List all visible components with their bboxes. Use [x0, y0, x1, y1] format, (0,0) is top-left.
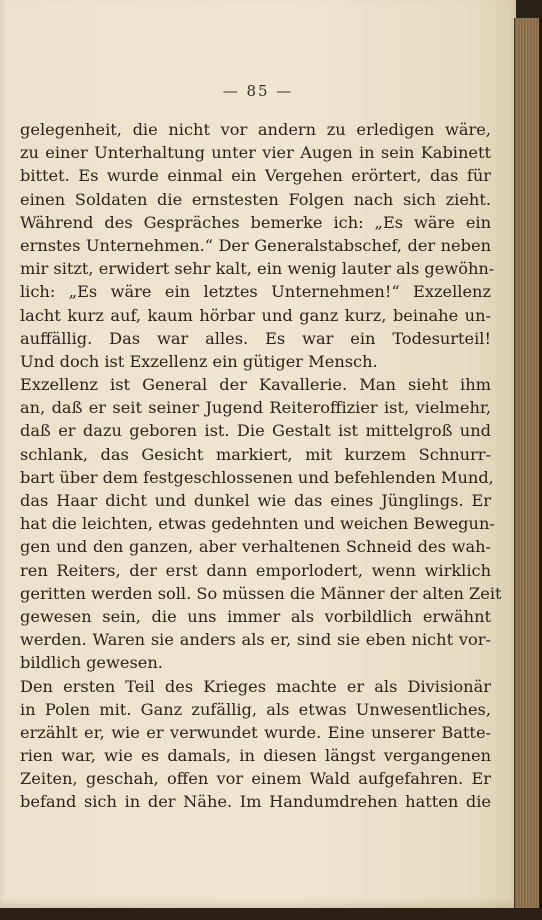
text-line: befand sich in der Nähe. Im Handumdrehen hatten die [20, 792, 491, 812]
text-line: in Polen mit. Ganz zufällig, als etwas Unwesentliches, [20, 699, 491, 719]
text-line: auffällig. Das war alles. Es war ein Todesurteil! [20, 328, 491, 348]
text-line: bittet. Es wurde einmal ein Vergehen erörtert, das für [20, 166, 491, 186]
text-line: Zeiten, geschah, offen vor einem Wald aufgefahren. Er [20, 769, 491, 789]
text-line: das Haar dicht und dunkel wie das eines Jünglings. Er [20, 491, 491, 510]
page-edge-top [516, 0, 542, 18]
text-line: Den ersten Teil des Krieges machte er als Divisionär [20, 676, 491, 696]
text-line: schlank, das Gesicht markiert, mit kurzem Schnurr- [20, 444, 491, 464]
page-edge-stack [514, 18, 539, 916]
text-line: Und doch ist Exzellenz ein gütiger Mensch. [20, 351, 378, 371]
text-line: ernstes Unternehmen.“ Der Generalstabschef, der neben [20, 235, 491, 255]
text-line: an, daß er seit seiner Jugend Reiteroffizier ist, vielmehr, [20, 398, 491, 418]
text-line: rien war, wie es damals, in diesen längst vergangenen [20, 746, 491, 766]
text-line: mir sitzt, erwidert sehr kalt, ein wenig lauter als gewöhn- [20, 259, 495, 279]
text-line: lacht kurz auf, kaum hörbar und ganz kurz, beinahe un- [20, 305, 491, 325]
text-line: gewesen sein, die uns immer als vorbildlich erwähnt [20, 606, 491, 626]
text-line: gelegenheit, die nicht vor andern zu erledigen wäre, [20, 120, 491, 139]
text-line: bart über dem festgeschlossenen und befehlenden Mund, [20, 467, 494, 487]
text-line: erzählt er, wie er verwundet wurde. Eine unserer Batte- [20, 722, 491, 742]
text-line: Während des Gespräches bemerke ich: „Es wäre ein [20, 212, 491, 232]
text-line: bildlich gewesen. [20, 653, 163, 673]
text-line: zu einer Unterhaltung unter vier Augen in sein Kabinett [20, 143, 491, 163]
text-line: ren Reiters, der erst dann emporlodert, wenn wirklich [20, 560, 491, 580]
body-text [20, 118, 502, 814]
page-number: — 85 — [222, 82, 294, 100]
text-line: hat die leichten, etwas gedehnten und weichen Bewegun- [20, 514, 495, 534]
bottom-strip [0, 908, 542, 920]
text-line: geritten werden soll. So müssen die Männer der alten Zeit [20, 583, 502, 603]
text-line: werden. Waren sie anders als er, sind sie eben nicht vor- [20, 630, 491, 650]
text-line: gen und den ganzen, aber verhaltenen Schneid des wah- [20, 537, 491, 557]
text-line: einen Soldaten die ernstesten Folgen nach sich zieht. [20, 189, 491, 209]
text-line: daß er dazu geboren ist. Die Gestalt ist mittelgroß und [20, 421, 491, 441]
text-line: Exzellenz ist General der Kavallerie. Man sieht ihm [20, 375, 491, 395]
text-line: lich: „Es wäre ein letztes Unternehmen!“ Exzellenz [20, 282, 491, 302]
